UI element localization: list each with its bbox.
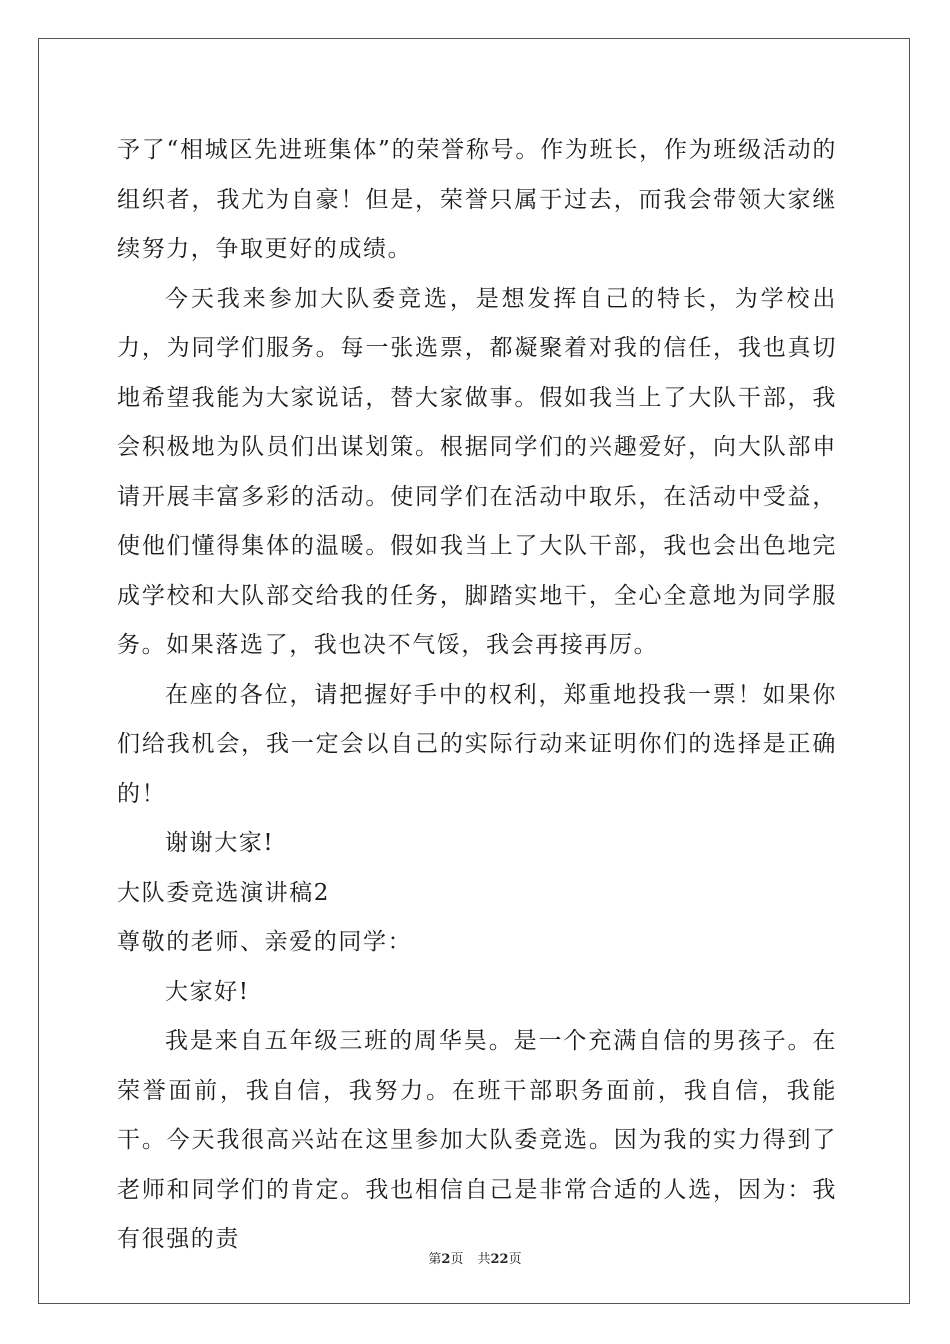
- total-suffix: 页: [508, 1252, 522, 1267]
- page-footer: [0, 1248, 950, 1267]
- page-prefix: 第: [428, 1252, 442, 1267]
- paragraph-thanks: 谢谢大家!: [165, 830, 275, 856]
- salutation: 尊敬的老师、亲爱的同学：: [117, 929, 413, 955]
- paragraph-2: 今天我来参加大队委竞选，是想发挥自己的特长，为学校出力，为同学们服务。每一张选票，都凝聚着对我的信任，我也真切地希望我能为大家说话，替大家做事。假如我当上了大队干部，我会积极地为队员们出谋划策。根据同学们的兴趣爱好，向大队部申请开展丰富多彩的活动。使同学们在活动中取乐，在活动中受益，使他们懂得集体的温暖。假如我当上了大队干部，我也会出色地完成学校和大队部交给我的任务，脚踏实地干，全心全意地为同学服务。如果落选了，我也决不气馁，我会再接再厉。: [117, 285, 837, 658]
- document-body: [117, 126, 837, 1265]
- page-suffix: 页: [450, 1252, 464, 1267]
- paragraph-3: 在座的各位，请把握好手中的权利，郑重地投我一票！如果你们给我机会，我一定会以自己的实际行动来证明你们的选择是正确的！: [117, 681, 837, 807]
- page-number: 2: [441, 1252, 451, 1267]
- paragraph-intro: 我是来自五年级三班的周华昊。是一个充满自信的男孩子。在荣誉面前，我自信，我努力。在班干部职务面前，我自信，我能干。今天我很高兴站在这里参加大队委竞选。因为我的实力得到了老师和同学们的肯定。我也相信自己是非常合适的人选，因为：我有很强的责: [117, 1028, 837, 1252]
- total-prefix: 共: [477, 1252, 491, 1267]
- greeting: 大家好!: [165, 978, 250, 1005]
- paragraph-1: 予了“相城区先进班集体”的荣誉称号。作为班长，作为班级活动的组织者，我尤为自豪！但是，荣誉只属于过去，而我会带领大家继续努力，争取更好的成绩。: [117, 137, 837, 262]
- page-total: 22: [490, 1252, 509, 1267]
- section-title: 大队委竞选演讲稿2: [117, 879, 331, 906]
